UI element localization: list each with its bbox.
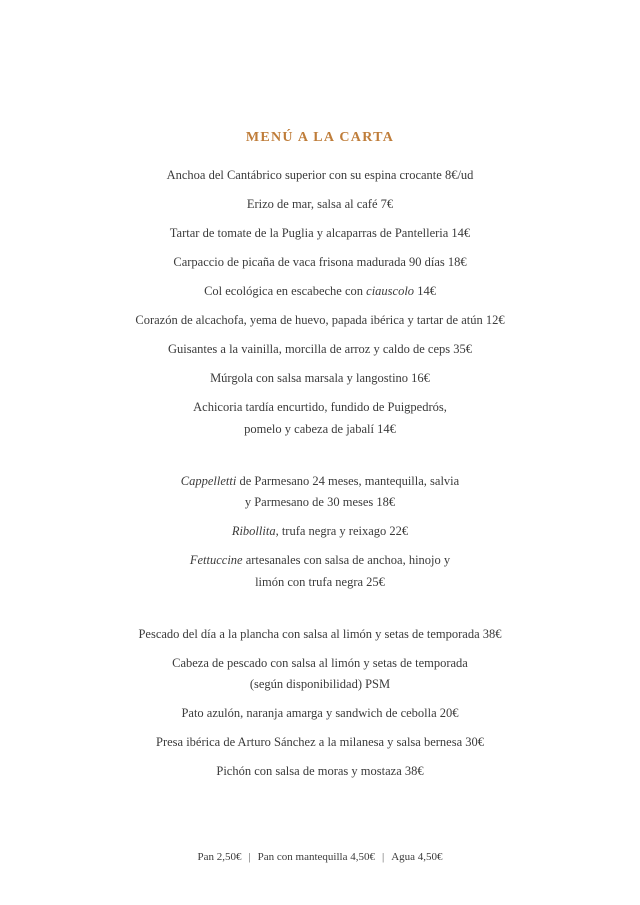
footer-separator: | [381,851,385,863]
menu-item [0,281,640,303]
menu-text: Tartar de tomate de la Puglia y alcaparras de Pantelleria 14€ [169,226,471,240]
menu-item-line [0,521,640,543]
menu-text: de Parmesano 24 meses, mantequilla, salvia [236,473,460,488]
menu-item [0,310,640,332]
menu-item [0,732,640,754]
menu-item-line [0,419,640,441]
menu-item-line [0,732,640,754]
menu-item [0,165,640,187]
menu-text-italic: Cappelletti [180,473,237,488]
menu-text: Presa ibérica de Arturo Sánchez a la milanesa y salsa bernesa 30€ [156,735,484,749]
menu-item-line [0,653,640,675]
footer-price: Agua 4,50€ [391,851,443,863]
menu-section-principales [0,624,640,791]
footer-separator: | [248,851,251,863]
menu-item-line [0,492,640,514]
menu-item [0,223,640,245]
menu-item-line [0,194,640,216]
menu-section-pastas [0,471,640,601]
menu-item-line [0,572,640,594]
footer-price: Pan 2,50€ [197,851,242,863]
menu-text: pomelo y cabeza de jabalí 14€ [244,421,396,436]
menu-item-line [0,368,640,390]
menu-text: Guisantes a la vainilla, morcilla de arroz y caldo de ceps 35€ [167,342,473,356]
menu-text: Erizo de mar, salsa al café 7€ [246,197,394,211]
menu-item-line [0,471,640,493]
menu-text: Anchoa del Cantábrico superior con su espina crocante 8€/ud [166,168,474,182]
menu-text: (según disponibilidad) PSM [249,677,391,691]
menu-text: limón con trufa negra 25€ [255,574,385,589]
menu-item [0,703,640,725]
menu-item-line [0,674,640,696]
menu-text: Múrgola con salsa marsala y langostino 16€ [210,371,430,385]
menu-text-italic: Fettuccine [189,553,243,567]
menu-item-line [0,223,640,245]
menu-item-line [0,550,640,572]
menu-item [0,194,640,216]
menu-text: artesanales con salsa de anchoa, hinojo y [242,553,451,567]
menu-item [0,761,640,783]
menu-section-entrantes [0,165,640,448]
menu-item-line [0,310,640,332]
menu-item-line [0,281,640,303]
menu-text: Pescado del día a la plancha con salsa al limón y setas de temporada 38€ [138,626,502,641]
menu-item [0,252,640,274]
menu-item [0,550,640,593]
menu-text: , trufa negra y reixago 22€ [275,524,409,538]
menu-item [0,624,640,646]
page-title: MENÚ A LA CARTA [245,130,395,145]
menu-item [0,368,640,390]
menu-item [0,653,640,696]
menu-text-italic: Ribollita [231,524,276,538]
menu-item-line [0,165,640,187]
menu-item [0,397,640,440]
menu-item-line [0,624,640,646]
menu-sections [0,165,640,790]
menu-item-line [0,252,640,274]
menu-item-line [0,761,640,783]
menu-item-line [0,703,640,725]
menu-item [0,521,640,543]
menu-text-italic: ciauscolo [366,284,415,298]
menu-text: Pichón con salsa de moras y mostaza 38€ [216,764,424,778]
menu-text: Pato azulón, naranja amarga y sandwich de cebolla 20€ [181,706,459,720]
menu-item [0,339,640,361]
menu-item [0,471,640,514]
footer-prices [0,850,640,865]
menu-text: Corazón de alcachofa, yema de huevo, papada ibérica y tartar de atún 12€ [135,313,505,327]
menu-text: Col ecológica en escabeche con [204,284,367,298]
menu-text: Achicoria tardía encurtido, fundido de Puigpedrós, [193,400,447,414]
menu-text: Carpaccio de picaña de vaca frisona madurada 90 días 18€ [173,255,467,269]
menu-text: y Parmesano de 30 meses 18€ [244,495,396,509]
menu-text: 14€ [414,284,436,298]
footer-price: Pan con mantequilla 4,50€ [257,851,375,863]
menu-text: Cabeza de pescado con salsa al limón y setas de temporada [172,655,468,670]
menu-item-line [0,339,640,361]
menu-item-line [0,397,640,419]
